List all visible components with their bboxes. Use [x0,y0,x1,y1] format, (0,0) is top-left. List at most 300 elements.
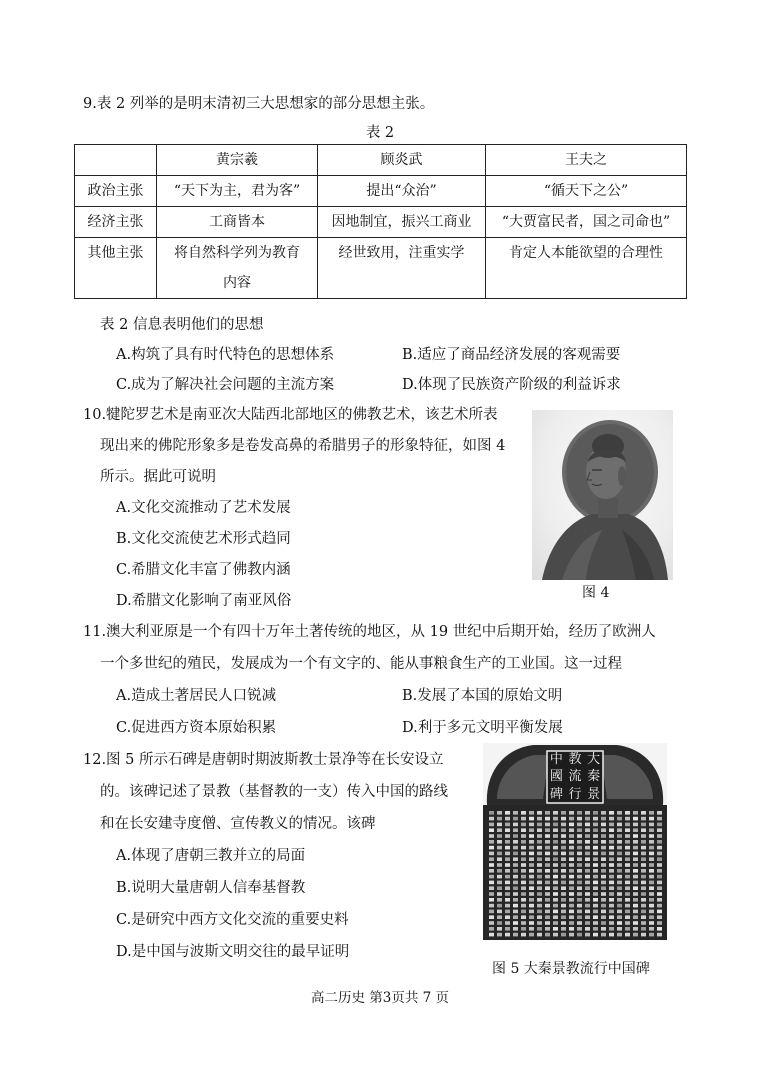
inscription-mark [585,875,590,879]
inscription-mark [625,886,630,890]
inscription-mark [561,846,566,850]
inscription-mark [521,910,526,914]
inscription-mark [577,840,582,844]
inscription-mark [649,852,654,856]
q10-option-c[interactable]: C.希腊文化丰富了佛教内涵 [116,562,291,578]
table-header-cell: 王夫之 [486,145,687,176]
inscription-mark [505,869,510,873]
inscription-mark [553,834,558,838]
table-header-cell: 顾炎武 [318,145,486,176]
inscription-mark [633,846,638,850]
inscription-mark [505,811,510,815]
inscription-mark [569,904,574,908]
inscription-mark [521,863,526,867]
inscription-mark [537,927,542,931]
inscription-mark [529,846,534,850]
inscription-mark [561,834,566,838]
inscription-mark [657,886,662,890]
inscription-mark [585,915,590,919]
inscription-mark [569,892,574,896]
inscription-mark [529,875,534,879]
inscription-mark [553,846,558,850]
q11-stem-line-1: 11.澳大利亚原是一个有四十万年土著传统的地区，从 19 世纪中后期开始，经历了欧洲人 [83,624,656,640]
inscription-mark [521,857,526,861]
inscription-mark [609,910,614,914]
inscription-mark [625,910,630,914]
inscription-mark [617,852,622,856]
inscription-mark [529,834,534,838]
inscription-mark [625,840,630,844]
inscription-mark [561,875,566,879]
inscription-mark [601,846,606,850]
inscription-mark [609,834,614,838]
inscription-mark [649,834,654,838]
inscription-mark [497,869,502,873]
inscription-mark [649,828,654,832]
inscription-mark [553,828,558,832]
inscription-mark [497,863,502,867]
inscription-mark [641,817,646,821]
inscription-mark [593,886,598,890]
inscription-mark [601,869,606,873]
inscription-mark [513,840,518,844]
inscription-mark [569,840,574,844]
inscription-mark [545,846,550,850]
inscription-mark [657,846,662,850]
inscription-mark [641,869,646,873]
inscription-mark [617,811,622,815]
q11-option-d[interactable]: D.利于多元文明平衡发展 [402,720,563,736]
inscription-mark [625,811,630,815]
inscription-mark [585,921,590,925]
stele-title [547,751,603,803]
inscription-mark [585,904,590,908]
inscription-mark [625,881,630,885]
inscription-mark [641,811,646,815]
inscription-mark [553,817,558,821]
inscription-mark [513,846,518,850]
inscription-mark [609,828,614,832]
inscription-mark [657,881,662,885]
inscription-mark [641,857,646,861]
inscription-mark [505,852,510,856]
inscription-mark [553,857,558,861]
inscription-mark [545,869,550,873]
inscription-mark [625,857,630,861]
inscription-mark [657,921,662,925]
inscription-mark [577,834,582,838]
inscription-mark [497,927,502,931]
inscription-mark [585,823,590,827]
inscription-mark [545,927,550,931]
inscription-mark [609,846,614,850]
inscription-mark [545,921,550,925]
inscription-mark [537,869,542,873]
inscription-mark [609,933,614,937]
inscription-mark [593,811,598,815]
inscription-mark [513,852,518,856]
inscription-mark [641,892,646,896]
inscription-mark [505,915,510,919]
inscription-mark [649,875,654,879]
inscription-mark [593,857,598,861]
inscription-mark [553,823,558,827]
inscription-mark [513,828,518,832]
inscription-mark [593,828,598,832]
inscription-mark [505,863,510,867]
inscription-mark [545,881,550,885]
inscription-mark [529,921,534,925]
inscription-mark [561,921,566,925]
inscription-mark [617,886,622,890]
inscription-mark [537,811,542,815]
inscription-mark [513,921,518,925]
inscription-mark [601,811,606,815]
inscription-mark [489,898,494,902]
q10-option-a[interactable]: A.文化交流推动了艺术发展 [116,500,291,516]
inscription-mark [657,823,662,827]
inscription-mark [577,927,582,931]
inscription-mark [601,817,606,821]
inscription-mark [553,910,558,914]
inscription-mark [521,921,526,925]
inscription-mark [561,857,566,861]
q12-option-d[interactable]: D.是中国与波斯文明交往的最早证明 [116,944,350,960]
inscription-mark [633,857,638,861]
inscription-mark [561,933,566,937]
inscription-mark [617,892,622,896]
inscription-mark [625,863,630,867]
inscription-mark [601,881,606,885]
inscription-mark [649,921,654,925]
inscription-mark [649,898,654,902]
inscription-mark [489,875,494,879]
q9-option-b[interactable]: B.适应了商品经济发展的客观需要 [402,347,621,363]
inscription-mark [553,863,558,867]
inscription-mark [497,828,502,832]
inscription-mark [561,904,566,908]
inscription-mark [569,869,574,873]
inscription-mark [649,817,654,821]
stele-title-char: 秦 [587,769,601,785]
inscription-mark [489,846,494,850]
inscription-mark [617,863,622,867]
q9-option-d[interactable]: D.体现了民族资产阶级的利益诉求 [402,377,621,393]
inscription-mark [593,927,598,931]
table-cell: 经济主张 [75,207,157,238]
inscription-mark [505,892,510,896]
inscription-mark [649,857,654,861]
inscription-mark [625,834,630,838]
inscription-mark [641,933,646,937]
q11-option-b[interactable]: B.发展了本国的原始文明 [402,688,563,704]
inscription-mark [561,892,566,896]
inscription-mark [577,857,582,861]
inscription-mark [569,852,574,856]
inscription-mark [577,817,582,821]
inscription-mark [569,915,574,919]
inscription-mark [561,886,566,890]
inscription-mark [489,915,494,919]
inscription-mark [633,921,638,925]
inscription-mark [585,881,590,885]
inscription-mark [617,910,622,914]
inscription-mark [513,910,518,914]
inscription-mark [577,869,582,873]
inscription-mark [537,898,542,902]
inscription-mark [505,857,510,861]
inscription-mark [617,881,622,885]
stele-title-char: 國 [549,769,563,785]
inscription-mark [585,834,590,838]
inscription-mark [569,881,574,885]
inscription-mark [593,863,598,867]
inscription-mark [657,910,662,914]
inscription-mark [505,834,510,838]
table-cell: “天下为主，君为客” [157,176,318,207]
inscription-mark [633,892,638,896]
inscription-mark [633,834,638,838]
inscription-mark [633,915,638,919]
inscription-mark [489,817,494,821]
inscription-mark [617,927,622,931]
inscription-mark [593,840,598,844]
inscription-mark [489,886,494,890]
inscription-mark [537,857,542,861]
table-header-cell [75,145,157,176]
inscription-mark [545,817,550,821]
inscription-mark [553,852,558,856]
table-cell: 其他主张 [75,238,157,299]
inscription-mark [561,915,566,919]
inscription-mark [593,823,598,827]
inscription-mark [505,840,510,844]
inscription-mark [617,915,622,919]
inscription-mark [497,898,502,902]
inscription-mark [537,863,542,867]
inscription-mark [545,904,550,908]
inscription-mark [617,828,622,832]
inscription-mark [593,921,598,925]
inscription-mark [497,852,502,856]
inscription-mark [585,927,590,931]
table-cell: 提出“众治” [318,176,486,207]
inscription-mark [529,933,534,937]
inscription-mark [601,886,606,890]
inscription-mark [513,915,518,919]
q12-option-a[interactable]: A.体现了唐朝三教并立的局面 [116,848,306,864]
inscription-mark [545,915,550,919]
inscription-mark [641,881,646,885]
inscription-mark [521,915,526,919]
inscription-mark [609,886,614,890]
inscription-mark [553,875,558,879]
inscription-mark [649,892,654,896]
q9-option-a[interactable]: A.构筑了具有时代特色的思想体系 [116,347,335,363]
inscription-mark [585,933,590,937]
inscription-mark [537,828,542,832]
inscription-mark [545,857,550,861]
inscription-mark [513,892,518,896]
inscription-mark [649,933,654,937]
q12-option-b[interactable]: B.说明大量唐朝人信奉基督教 [116,880,306,896]
inscription-mark [529,852,534,856]
inscription-mark [489,852,494,856]
inscription-mark [529,828,534,832]
inscription-mark [641,840,646,844]
q9-option-c[interactable]: C.成为了解决社会问题的主流方案 [116,377,335,393]
inscription-mark [649,823,654,827]
inscription-mark [593,817,598,821]
inscription-mark [625,875,630,879]
inscription-mark [497,857,502,861]
table-caption: 表 2 [365,125,395,141]
inscription-mark [609,852,614,856]
inscription-mark [633,910,638,914]
inscription-mark [497,904,502,908]
inscription-mark [601,852,606,856]
inscription-mark [529,857,534,861]
inscription-mark [601,823,606,827]
inscription-mark [569,817,574,821]
inscription-mark [513,875,518,879]
inscription-mark [529,915,534,919]
inscription-mark [537,921,542,925]
inscription-mark [577,823,582,827]
inscription-mark [577,933,582,937]
inscription-mark [569,811,574,815]
table-row [75,207,687,238]
inscription-mark [505,898,510,902]
inscription-mark [633,875,638,879]
inscription-mark [553,898,558,902]
q12-option-c[interactable]: C.是研究中西方文化交流的重要史料 [116,912,349,928]
inscription-mark [625,927,630,931]
inscription-mark [633,869,638,873]
inscription-mark [521,933,526,937]
inscription-mark [553,927,558,931]
inscription-mark [625,921,630,925]
inscription-mark [513,904,518,908]
inscription-mark [585,892,590,896]
inscription-mark [529,904,534,908]
inscription-mark [505,875,510,879]
inscription-mark [649,811,654,815]
inscription-mark [633,840,638,844]
inscription-mark [529,881,534,885]
inscription-mark [513,886,518,890]
inscription-mark [561,823,566,827]
q11-option-a[interactable]: A.造成土著居民人口锐减 [116,688,277,704]
inscription-mark [521,886,526,890]
inscription-mark [601,933,606,937]
inscription-mark [545,852,550,856]
inscription-mark [529,892,534,896]
q11-option-c[interactable]: C.促进西方资本原始积累 [116,720,277,736]
inscription-mark [641,846,646,850]
inscription-mark [585,846,590,850]
q10-option-d[interactable]: D.希腊文化影响了南亚风俗 [116,593,292,609]
inscription-mark [569,910,574,914]
inscription-mark [657,898,662,902]
inscription-mark [601,904,606,908]
inscription-mark [553,915,558,919]
inscription-mark [489,811,494,815]
inscription-mark [617,921,622,925]
table-header-row [75,145,687,176]
q10-option-b[interactable]: B.文化交流使艺术形式趋同 [116,531,291,547]
inscription-mark [585,828,590,832]
inscription-mark [641,904,646,908]
figure-5-stele-rubbing [483,743,667,940]
inscription-mark [505,921,510,925]
inscription-mark [497,915,502,919]
inscription-mark [625,828,630,832]
inscription-mark [553,921,558,925]
q10-stem-line-2: 现出来的佛陀形象多是卷发高鼻的希腊男子的形象特征，如图 4 [100,438,506,454]
inscription-mark [593,910,598,914]
inscription-mark [625,892,630,896]
stele-title-char: 大 [587,752,601,767]
table-cell: 政治主张 [75,176,157,207]
inscription-mark [617,904,622,908]
inscription-mark [561,811,566,815]
q10-stem-line-3: 所示。据此可说明 [100,469,216,485]
inscription-mark [569,921,574,925]
inscription-mark [657,840,662,844]
inscription-mark [537,910,542,914]
inscription-mark [561,881,566,885]
inscription-mark [641,927,646,931]
inscription-mark [657,863,662,867]
inscription-mark [649,910,654,914]
inscription-mark [545,898,550,902]
inscription-mark [513,817,518,821]
stele-title-char: 碑 [549,786,563,802]
inscription-mark [601,863,606,867]
inscription-mark [577,915,582,919]
inscription-mark [593,869,598,873]
inscription-mark [593,834,598,838]
thinkers-table [74,144,687,299]
inscription-mark [505,927,510,931]
inscription-mark [521,828,526,832]
inscription-mark [537,846,542,850]
inscription-mark [513,933,518,937]
inscription-mark [593,846,598,850]
inscription-mark [601,892,606,896]
inscription-mark [505,828,510,832]
inscription-mark [521,852,526,856]
inscription-mark [553,892,558,896]
inscription-mark [513,898,518,902]
inscription-mark [521,817,526,821]
inscription-mark [641,834,646,838]
inscription-mark [513,881,518,885]
inscription-mark [649,915,654,919]
inscription-mark [553,811,558,815]
inscription-mark [585,910,590,914]
inscription-mark [625,852,630,856]
inscription-mark [609,863,614,867]
inscription-mark [593,933,598,937]
inscription-mark [593,898,598,902]
inscription-mark [585,886,590,890]
inscription-mark [657,915,662,919]
inscription-mark [649,846,654,850]
inscription-mark [609,869,614,873]
inscription-mark [657,852,662,856]
